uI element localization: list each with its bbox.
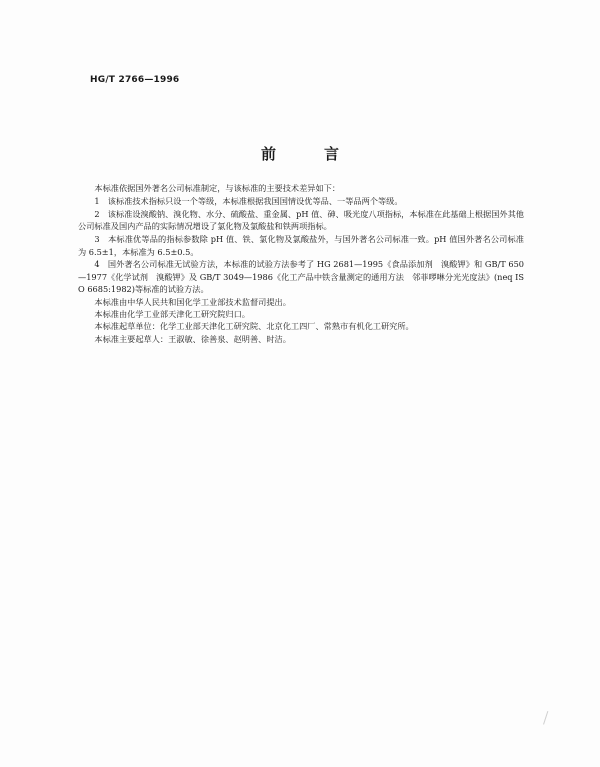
paragraph-proposer: 本标准由中华人民共和国化学工业部技术监督司提出。	[94, 296, 291, 307]
standard-code: HG/T 2766—1996	[90, 75, 180, 85]
paragraph-item-2: 2 该标准设溴酸钠、溴化物、水分、硫酸盐、重金属、pH 值、砷、吸光度八项指标，本标准在此基础上根据国外其他公司标准及国内产品的实际情况增设了氯化物及氯酸盐和铁两项指标。	[78, 208, 524, 232]
foreword-body	[78, 182, 524, 345]
paragraph-drafters: 本标准主要起草人：王淑敏、徐善泉、赵明善、时洁。	[94, 333, 291, 344]
paragraph-item-3: 3 本标准优等品的指标参数除 pH 值、铁、氯化物及氯酸盐外，与国外著名公司标准一致。pH 值国外著名公司标准为 6.5±1，本标准为 6.5±0.5。	[78, 234, 524, 257]
paragraph-intro: 本标准依据国外著名公司标准制定，与该标准的主要技术差异如下：	[94, 183, 341, 193]
scan-mark	[543, 711, 556, 727]
paragraph-item-4: 4 国外著名公司标准无试验方法，本标准的试验方法参考了 HG 2681—1995《食品添加剂 溴酸钾》和 GB/T 650—1977《化学试剂 溴酸钾》及 GB/T 3049—1986《化工产品中铁含量测定的通用方法 邻菲啰啉分光光度法》(neq ISO 6685:1982)等标准的试验方法。	[78, 259, 524, 295]
paragraph-item-1: 1 该标准技术指标只设一个等级，本标准根据我国国情设优等品、一等品两个等级。	[94, 195, 403, 206]
page-title: 前言	[260, 145, 387, 163]
paragraph-drafting-units: 本标准起草单位：化学工业部天津化工研究院、北京化工四厂、常熟市有机化工研究所。	[94, 321, 414, 332]
paragraph-administrator: 本标准由化学工业部天津化工研究院归口。	[94, 309, 250, 320]
